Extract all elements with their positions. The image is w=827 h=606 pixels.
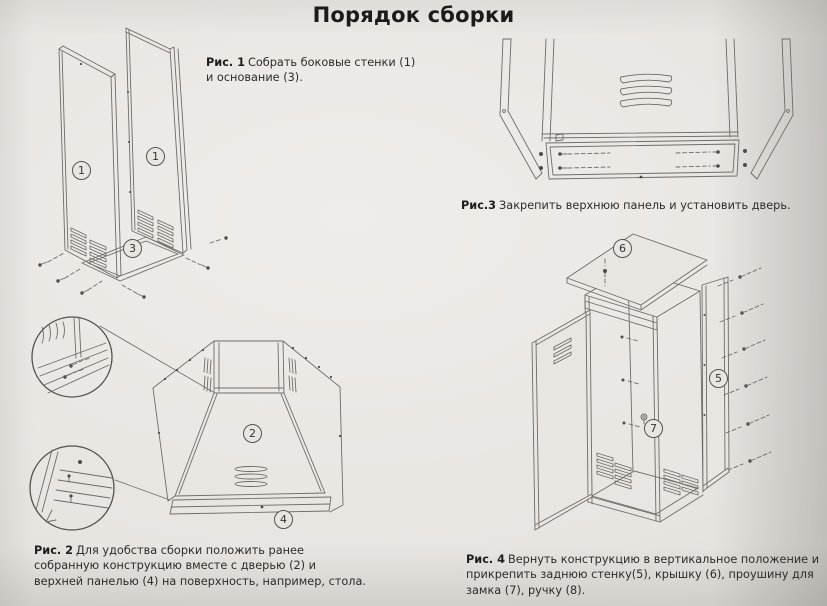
figure-3	[480, 15, 825, 197]
fig2-line-art	[22, 300, 452, 545]
figure-2	[22, 300, 452, 545]
caption-text: Вернуть конструкцию в вертикальное положение и прикрепить заднюю стенку(5), крышку (6), проушину для замка (7), ручку (8).	[466, 553, 820, 597]
page-title: Порядок сборки	[312, 3, 515, 27]
part-badge-top-panel: 4	[274, 510, 293, 529]
part-badge-door: 2	[243, 424, 262, 443]
figure-1	[22, 22, 232, 312]
figure-label: Рис. 4	[466, 553, 505, 566]
part-badge-side-panel: 1	[146, 147, 165, 166]
part-badge-base: 3	[123, 239, 142, 258]
figure-label: Рис.3	[461, 199, 497, 212]
figure-4-caption	[466, 552, 826, 598]
figure-label: Рис. 2	[34, 544, 73, 557]
caption-text: Для удобства сборки положить ранее собранную конструкцию вместе с дверью (2) и верхней панелью (4) на поверхность, например, стола.	[34, 544, 367, 588]
figure-4	[470, 225, 825, 547]
part-badge-lock-eye: 7	[644, 419, 663, 438]
part-badge-back-panel: 5	[709, 369, 728, 388]
figure-3-caption	[461, 198, 825, 213]
figure-2-caption	[34, 543, 368, 589]
caption-text: Собрать боковые стенки (1) и основание (3).	[206, 56, 416, 85]
fig3-line-art	[480, 15, 825, 197]
part-badge-side-panel: 1	[72, 161, 91, 180]
fig4-line-art	[470, 225, 825, 547]
caption-text: Закрепить верхнюю панель и установить дверь.	[499, 199, 791, 212]
figure-1-caption	[206, 55, 422, 86]
part-badge-lid: 6	[613, 239, 632, 258]
figure-label: Рис. 1	[206, 56, 245, 69]
fig1-line-art	[22, 22, 232, 312]
